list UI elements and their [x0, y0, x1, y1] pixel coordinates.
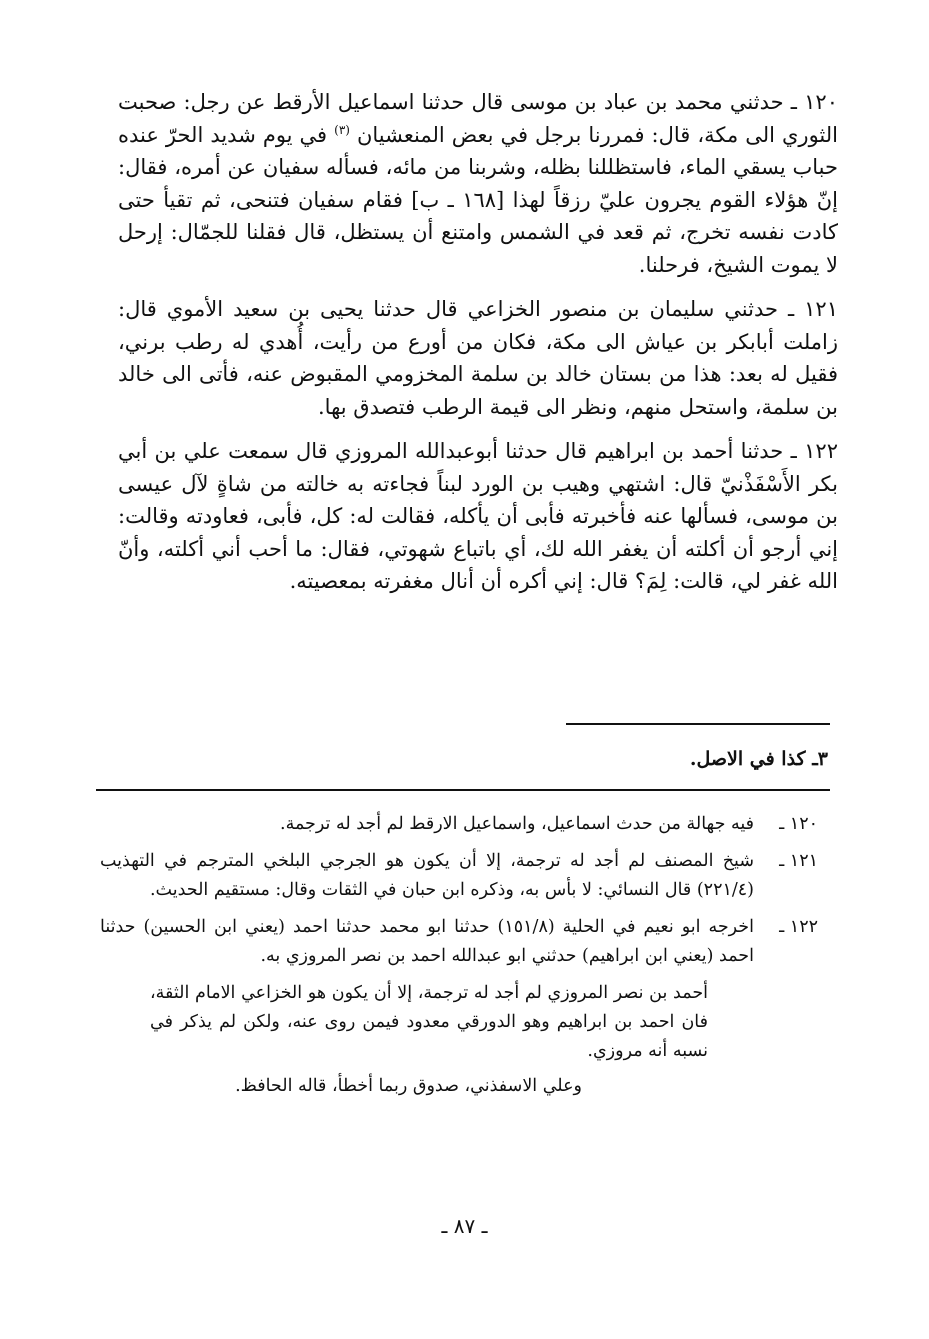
narration-122: ١٢٢ ـ حدثنا أحمد بن ابراهيم قال حدثنا أبوعبدالله المروزي قال سمعت علي بن أبي بكر الأَسْفَذْنيّ قال: اشتهي وهيب بن الورد لبناً فجاءته به خالته من شاةٍ لآل عيسى بن موسى، فسألها عنه فأخبرته فأبى أن يأكله، فقالت له: كل، فأبى، فعاودته وقالت: إني أرجو أن أكلته أن يغفر الله لك، أي باتباع شهوتي، فقال: ما أحب أني أكلته، وأنّ الله غفر لي، قالت: لِمَ؟ قال: إني أكره أن أنال مغفرته بمعصيته. — [118, 439, 838, 593]
narration-120-part2: في يوم شديد الحرّ عنده حباب يسقي الماء، فاستظللنا بظله، وشربنا من مائه، فسأله سفيان عن أمره، فقال: إنّ هؤلاء القوم يجرون عليّ رزقاً لهذا [١٦٨ ـ ب] فقام سفيان فتنحى، ثم تقيأ حتى كادت نفسه تخرج، ثم قعد في الشمس وامتنع أن يستظل، قال فقلنا للجمّال: إرحل لا يموت الشيخ، فرحلنا. — [118, 122, 838, 277]
footnote-number: ١٢٢ ـ — [779, 917, 818, 937]
footnote-120 — [100, 810, 818, 839]
note-separator-line — [566, 723, 830, 725]
footnote-number: ١٢١ ـ — [779, 851, 818, 871]
narration-120 — [118, 86, 838, 281]
footnote-121 — [100, 847, 818, 905]
footnote-text: اخرجه ابو نعيم في الحلية (١٥١/٨) حدثنا ابو محمد حدثنا احمد (يعني ابن الحسين) حدثنا احمد (يعني ابن ابراهيم) حدثني ابو عبدالله احمد بن نصر المروزي به. — [100, 917, 754, 966]
footnote-122-continuation: أحمد بن نصر المروزي لم أجد له ترجمة، إلا أن يكون هو الخزاعي الامام الثقة، فان احمد بن ابراهيم وهو الدورقي معدود فيمن روى عنه، ولكن لم يذكر في نسبه أنه مروزي. — [150, 983, 708, 1061]
footnote-number: ١٢٠ ـ — [779, 814, 818, 834]
footnotes-block — [100, 810, 818, 1101]
footnote-text: شيخ المصنف لم أجد له ترجمة، إلا أن يكون هو الجرجي البلخي المترجم في التهذيب (٢٢١/٤) قال النسائي: لا بأس به، وذكره ابن حبان في الثقات وقال: مستقيم الحديث. — [100, 851, 754, 900]
page-number: ـ ٨٧ ـ — [441, 1214, 488, 1238]
narration-120-part1: ١٢٠ ـ حدثني محمد بن عباد بن موسى قال حدثنا اسماعيل الأرقط عن رجل: صحبت الثوري الى مكة، قال: فمررنا برجل في بعض المنعشيان — [118, 90, 838, 147]
main-text-block — [118, 86, 838, 610]
footnote-122-continuation-2: وعلي الاسفذني، صدوق ربما أخطأ، قاله الحافظ. — [235, 1076, 582, 1096]
footnote-ref-3: (٣) — [334, 122, 350, 137]
footnote-122 — [100, 913, 818, 971]
footnote-text: فيه جهالة من حدث اسماعيل، واسماعيل الارقط لم أجد له ترجمة. — [280, 814, 754, 834]
narration-121: ١٢١ ـ حدثني سليمان بن منصور الخزاعي قال حدثنا يحيى بن سعيد الأموي قال: زاملت أبابكر بن عياش الى مكة، فكان من أورع من رأيت، أُهدي له رطب برني، فقيل له بعد: هذا من بستان خالد بن سلمة المخزومي المقبوض عنه، فأتى الى خالد بن سلمة، واستحل منهم، ونظر الى قيمة الرطب فتصدق بها. — [118, 297, 838, 419]
margin-note-3: ٣ـ كذا في الاصل. — [689, 748, 828, 770]
footnotes-separator-line — [96, 789, 830, 791]
